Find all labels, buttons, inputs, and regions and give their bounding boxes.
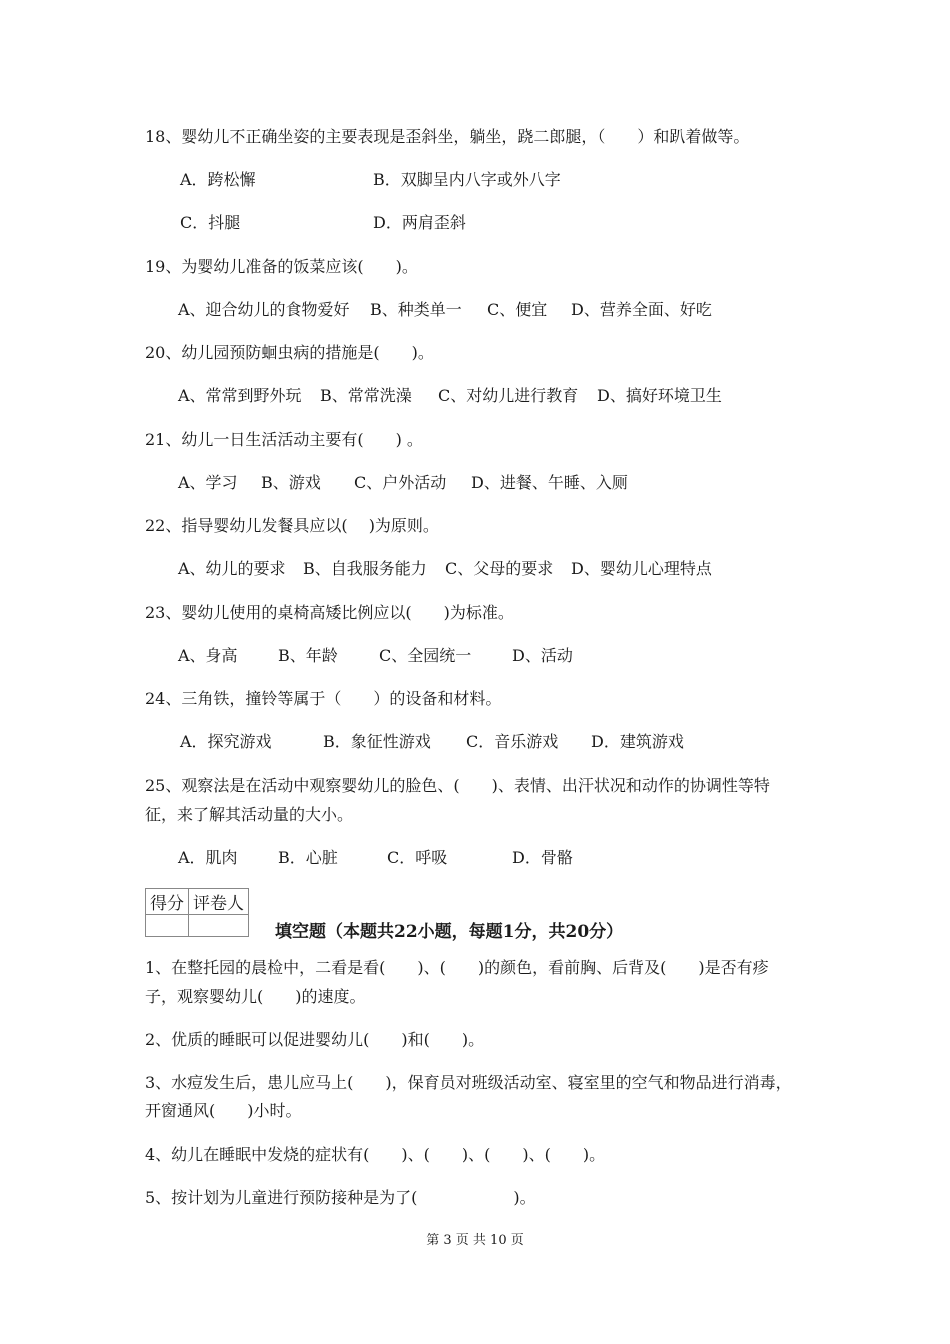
fill-question-1-continued: 子，观察婴幼儿( )的速度。 bbox=[145, 987, 366, 1006]
q19-option-c: C、便宜 bbox=[487, 300, 548, 319]
q22-option-a: A、幼儿的要求 bbox=[178, 559, 286, 578]
question-21: 21、幼儿一日生活活动主要有( ) 。 bbox=[145, 430, 423, 449]
question-25: 25、观察法是在活动中观察婴幼儿的脸色、( )、表情、出汗状况和动作的协调性等特 bbox=[145, 776, 770, 795]
question-23: 23、婴幼儿使用的桌椅高矮比例应以( )为标准。 bbox=[145, 603, 514, 622]
question-25-continued: 征，来了解其活动量的大小。 bbox=[145, 805, 354, 824]
question-24: 24、三角铁，撞铃等属于（ ）的设备和材料。 bbox=[145, 689, 502, 708]
q19-option-d: D、营养全面、好吃 bbox=[571, 300, 712, 319]
fill-question-4: 4、幼儿在睡眠中发烧的症状有( )、( )、( )、( )。 bbox=[145, 1145, 606, 1164]
q20-option-a: A、常常到野外玩 bbox=[178, 386, 302, 405]
q24-option-b: B．象征性游戏 bbox=[323, 732, 431, 751]
q21-option-d: D、进餐、午睡、入厕 bbox=[471, 473, 628, 492]
q20-option-c: C、对幼儿进行教育 bbox=[438, 386, 579, 405]
q20-option-b: B、常常洗澡 bbox=[320, 386, 412, 405]
q20-option-d: D、搞好环境卫生 bbox=[597, 386, 722, 405]
fill-question-3: 3、水痘发生后，患儿应马上( )，保育员对班级活动室、寝室里的空气和物品进行消毒， bbox=[145, 1073, 792, 1092]
q24-option-d: D．建筑游戏 bbox=[591, 732, 684, 751]
q25-option-b: B．心脏 bbox=[278, 848, 338, 867]
grader-cell bbox=[189, 915, 249, 937]
q19-option-b: B、种类单一 bbox=[370, 300, 462, 319]
fill-question-1: 1、在整托园的晨检中，二看是看( )、( )的颜色，看前胸、后背及( )是否有疹 bbox=[145, 958, 769, 977]
q24-option-c: C．音乐游戏 bbox=[466, 732, 559, 751]
score-label: 得分 bbox=[146, 889, 189, 915]
q18-option-b: B．双脚呈内八字或外八字 bbox=[373, 170, 561, 189]
fill-question-2: 2、优质的睡眠可以促进婴幼儿( )和( )。 bbox=[145, 1030, 485, 1049]
q22-option-c: C、父母的要求 bbox=[445, 559, 554, 578]
question-20: 20、幼儿园预防蛔虫病的措施是( )。 bbox=[145, 343, 434, 362]
q21-option-c: C、户外活动 bbox=[354, 473, 447, 492]
q18-option-d: D．两肩歪斜 bbox=[373, 213, 466, 232]
q22-option-d: D、婴幼儿心理特点 bbox=[571, 559, 712, 578]
score-box bbox=[145, 888, 249, 937]
q23-option-d: D、活动 bbox=[512, 646, 573, 665]
q24-option-a: A．探究游戏 bbox=[180, 732, 272, 751]
question-19: 19、为婴幼儿准备的饭菜应该( )。 bbox=[145, 257, 418, 276]
q19-option-a: A、迎合幼儿的食物爱好 bbox=[178, 300, 350, 319]
q23-option-a: A、身高 bbox=[178, 646, 238, 665]
grader-label: 评卷人 bbox=[189, 889, 249, 915]
q21-option-a: A、学习 bbox=[178, 473, 238, 492]
question-22: 22、指导婴幼儿发餐具应以( )为原则。 bbox=[145, 516, 439, 535]
question-18: 18、婴幼儿不正确坐姿的主要表现是歪斜坐，躺坐，跷二郎腿，（ ）和趴着做等。 bbox=[145, 127, 750, 146]
q25-option-c: C．呼吸 bbox=[387, 848, 448, 867]
q18-option-c: C．抖腿 bbox=[180, 213, 241, 232]
q25-option-d: D．骨骼 bbox=[512, 848, 573, 867]
q25-option-a: A．肌肉 bbox=[178, 848, 238, 867]
q21-option-b: B、游戏 bbox=[261, 473, 321, 492]
score-cell bbox=[146, 915, 189, 937]
page-footer: 第 3 页 共 10 页 bbox=[426, 1233, 524, 1248]
q23-option-c: C、全园统一 bbox=[379, 646, 472, 665]
fill-question-5: 5、按计划为儿童进行预防接种是为了( )。 bbox=[145, 1188, 536, 1207]
fill-question-3-continued: 开窗通风( )小时。 bbox=[145, 1101, 302, 1120]
section-title: 填空题（本题共22小题，每题1分，共20分） bbox=[275, 922, 624, 942]
q22-option-b: B、自我服务能力 bbox=[303, 559, 427, 578]
q18-option-a: A．跨松懈 bbox=[180, 170, 256, 189]
q23-option-b: B、年龄 bbox=[278, 646, 338, 665]
